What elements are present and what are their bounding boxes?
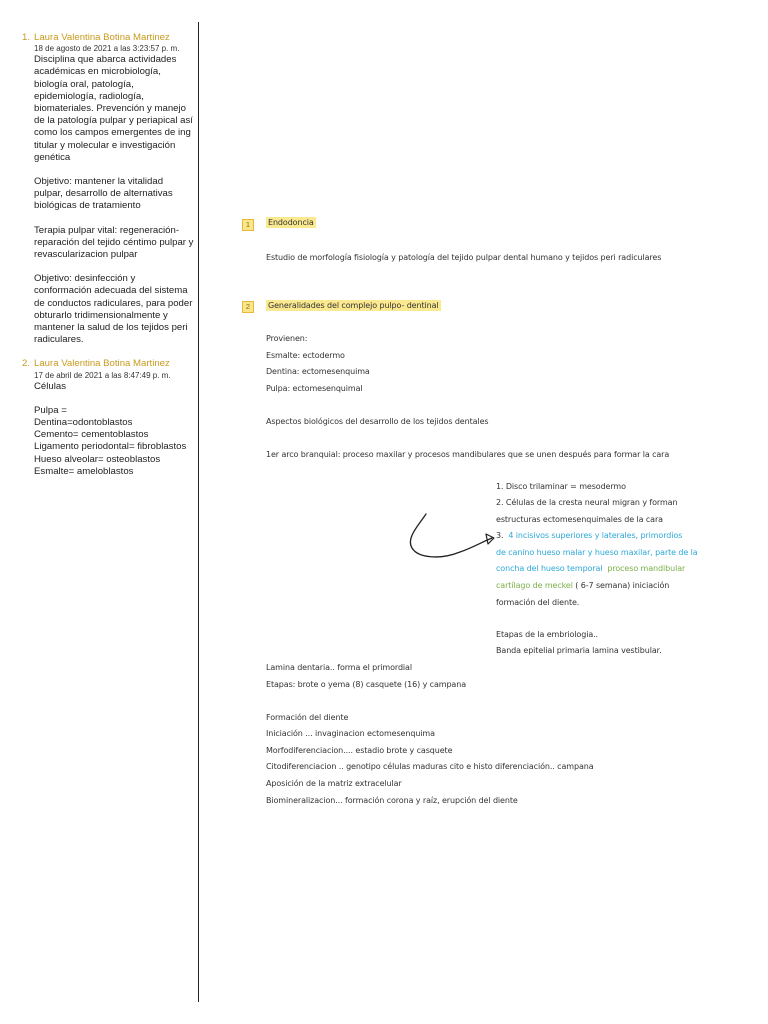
comment-marker-2[interactable]: 2 [242, 301, 254, 313]
note-line: Lamina dentaria.. forma el primordial [266, 663, 412, 672]
comment-paragraph: Pulpa = Dentina=odontoblastos Cemento= cementoblastos Ligamento periodontal= fibroblastos Hueso alveolar= osteoblastos Esmalte= ameloblastos [34, 404, 187, 477]
heading-generalidades: Generalidades del complejo pulpo- dentinal [268, 301, 439, 310]
list-line: de canino hueso malar y hueso maxilar, parte de la [496, 548, 698, 557]
note-line: Banda epitelial primaria lamina vestibular. [496, 646, 662, 655]
comment-1 [22, 32, 194, 346]
comment-author: Laura Valentina Botina Martinez [34, 358, 170, 370]
hand-drawn-arrow-icon [400, 508, 500, 568]
note-line: Aspectos biológicos del desarrollo de los tejidos dentales [266, 417, 489, 426]
list-line: cartílago de meckel ( 6-7 semana) iniciación [496, 581, 670, 590]
comment-number: 2. [22, 358, 31, 370]
comment-date: 18 de agosto de 2021 a las 3:23:57 p. m. [34, 44, 180, 54]
list-line: 2. Células de la cresta neural migran y forman [496, 498, 678, 507]
comment-paragraph: Terapia pulpar vital: regeneración- reparación del tejido céntimo pulpar y revascularizacion pulpar [34, 224, 194, 261]
column-divider [198, 22, 199, 1002]
note-line: Etapas de la embriologia.. [496, 630, 599, 639]
comment-paragraph: Objetivo: mantener la vitalidad pulpar, desarrollo de alternativas biológicas de tratamiento [34, 176, 173, 212]
note-line: Pulpa: ectomesenquimal [266, 384, 363, 393]
definition-text: Estudio de morfología fisiología y patología del tejido pulpar dental humano y tejidos peri radiculares [266, 253, 662, 262]
note-line: Iniciación ... invaginacion ectomesenquima [266, 729, 435, 738]
note-line: Formación del diente [266, 713, 349, 722]
comment-paragraph: Disciplina que abarca actividades académicas en microbiología, biología oral, patología, epidemiología, radiología, biomateriales. Prevención y manejo de la patología pulpar y periapical así como los campos emergentes de ing titular y molecular e investigación genética [34, 54, 193, 163]
note-line: Provienen: [266, 334, 308, 343]
list-line: 1. Disco trilaminar = mesodermo [496, 482, 626, 491]
comment-author: Laura Valentina Botina Martinez [34, 32, 170, 43]
list-line: concha del hueso temporal proceso mandibular [496, 564, 686, 573]
note-line: Esmalte: ectodermo [266, 351, 345, 360]
comment-marker-1[interactable]: 1 [242, 219, 254, 231]
list-line: formación del diente. [496, 598, 580, 607]
comment-number: 1. [22, 32, 31, 43]
note-line: Citodiferenciacion .. genotipo células maduras cito e histo diferenciación.. campana [266, 762, 594, 771]
note-line: Morfodiferenciacion.... estadio brote y casquete [266, 746, 453, 755]
comment-2 [22, 358, 194, 478]
comments-panel [22, 32, 194, 490]
comment-paragraph: Células [34, 380, 66, 392]
note-line: Dentina: ectomesenquima [266, 367, 370, 376]
note-line: 1er arco branquial: proceso maxilar y procesos mandibulares que se unen después para formar la cara [266, 450, 670, 459]
note-line: Etapas: brote o yema (8) casquete (16) y campana [266, 680, 467, 689]
note-line: Biomineralizacion... formación corona y raíz, erupción del diente [266, 796, 518, 805]
list-line: estructuras ectomesenquimales de la cara [496, 515, 663, 524]
comment-paragraph: Objetivo: desinfección y conformación adecuada del sistema de conductos radiculares, para poder obturarlo tridimensionalmente y mantener la salud de los tejidos peri radiculares. [34, 273, 193, 346]
list-line: 3. 4 incisivos superiores y laterales, primordios [496, 531, 683, 540]
comment-date: 17 de abril de 2021 a las 8:47:49 p. m. [34, 370, 171, 380]
note-line: Aposición de la matriz extracelular [266, 779, 402, 788]
heading-endodoncia: Endodoncia [268, 218, 314, 227]
